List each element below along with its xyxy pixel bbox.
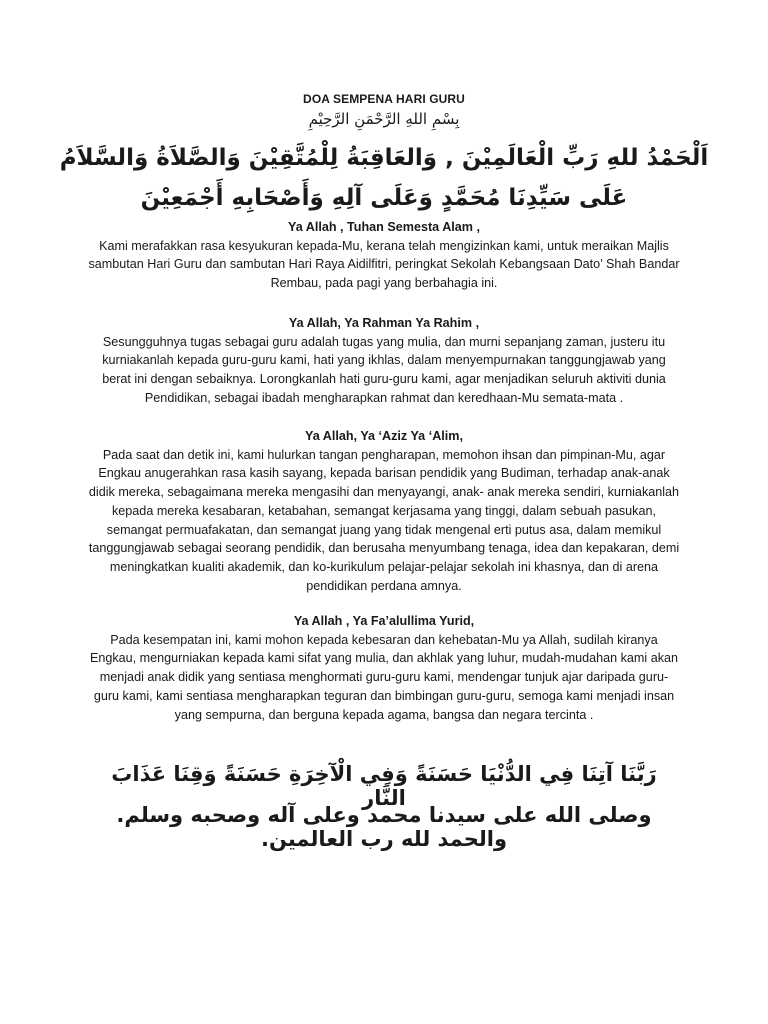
closing-arabic-dua: رَبَّنَا آتِنَا فِي الدُّنْيَا حَسَنَةً وَفِي الْآخِرَةِ حَسَنَةً وَقِنَا عَذَابَ النَّار	[111, 762, 657, 810]
prayer-section-4	[88, 612, 680, 724]
section-heading: Ya Allah , Tuhan Semesta Alam ,	[288, 220, 480, 234]
section-body: Pada saat dan detik ini, kami hulurkan tangan pengharapan, memohon ihsan dan pimpinan-Mu, agar Engkau anugerahkan rasa kasih sayang, kepada barisan pendidik yang Budiman, terhadap anak-anak didik mereka, sebagaimana mereka mengasihi dan menyayangi, anak- anak mereka sendiri, kurniakanlah kepada mereka kesabaran, ketabahan, semangat kerjasama yang tinggi, dalam sebuah pasukan, semangat permuafakatan, dan semangat juang yang tidak mengenal erti putus asa, dalam memikul tanggungjawab sebagai seorang pendidik, dan berusaha menyumbang tenaga, idea dan kepakaran, demi meningkatkan kualiti akademik, dan ko-kurikulum pelajar-pelajar sekolah ini khasnya, dan di arena pendidikan perdana amnya.	[88, 447, 680, 593]
basmala-line: بِسْمِ اللهِ الرَّحْمَنِ الرَّحِيْمِ	[308, 110, 460, 128]
prayer-section-2	[88, 314, 680, 408]
section-body: Pada kesempatan ini, kami mohon kepada kebesaran dan kehebatan-Mu ya Allah, sudilah kiranya Engkau, mengurniakan kepada kami sifat yang mulia, dan akhlak yang luhur, mudah-mudahan kami akan menjadi anak didik yang sentiasa menghormati guru-guru kami, mendengar tunjuk ajar daripada guru-guru kami, kami sentiasa mengharapkan teguran dan bimbingan guru-guru, semoga kami menjadi insan yang sempurna, dan berguna kepada agama, bangsa dan negara tercinta .	[89, 632, 679, 722]
prayer-section-3	[88, 427, 680, 595]
closing-arabic-salawat: وصلى الله على سيدنا محمد وعلى آله وصحبه وسلم. والحمد لله رب العالمين.	[116, 803, 652, 851]
section-body: Sesungguhnya tugas sebagai guru adalah tugas yang mulia, dan murni sepanjang zaman, justeru itu kurniakanlah kepada guru-guru kami, hati yang ikhlas, dalam menyempurnakan tanggungjawab yang berat ini dengan sebaiknya. Lorongkanlah hati guru-guru kami, agar menjadikan seluruh aktiviti dunia Pendidikan, sebagai ibadah mengharapkan rahmat dan keredhaan-Mu semata-mata .	[102, 334, 666, 405]
document-title: DOA SEMPENA HARI GURU	[303, 92, 465, 106]
prayer-section-1	[88, 218, 680, 293]
opening-arabic-praise: اَلْحَمْدُ للهِ رَبِّ الْعَالَمِيْنَ , وَالعَاقِبَةُ لِلْمُتَّقِيْنَ وَالصَّلاَةُ وَالسَّلاَمُ عَلَى سَيِّدِنَا مُحَمَّدٍ وَعَلَى آلِهِ وَأَصْحَابِهِ أَجْمَعِيْنَ	[59, 145, 709, 211]
section-heading: Ya Allah, Ya Rahman Ya Rahim ,	[288, 316, 480, 330]
section-heading: Ya Allah , Ya Fa’alullima Yurid,	[293, 614, 475, 628]
section-heading: Ya Allah, Ya ‘Aziz Ya ‘Alim,	[305, 429, 463, 443]
document-page	[59, 0, 709, 1024]
section-body: Kami merafakkan rasa kesyukuran kepada-Mu, kerana telah mengizinkan kami, untuk meraikan Majlis sambutan Hari Guru dan sambutan Hari Raya Aidilfitri, peringkat Sekolah Kebangsaan Dato’ Shah Bandar Rembau, pada pagi yang berbahagia ini.	[88, 238, 680, 291]
